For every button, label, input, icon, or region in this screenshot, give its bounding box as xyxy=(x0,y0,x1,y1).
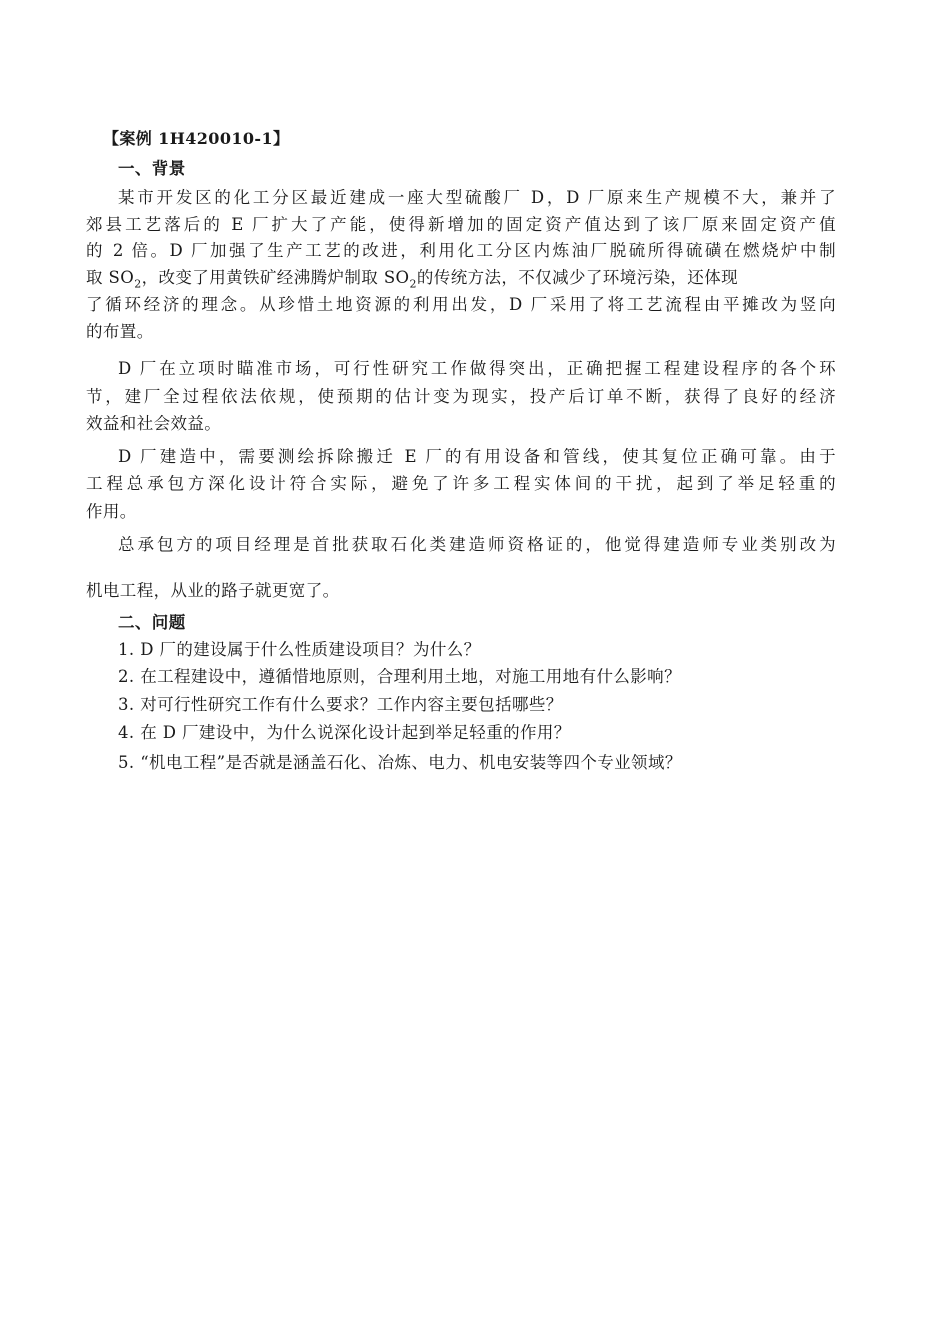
paragraph-line: 某市开发区的化工分区最近建成一座大型硫酸厂 D，D 厂原来生产规模不大，兼并了 xyxy=(118,188,836,207)
paragraph-line: 了循环经济的理念。从珍惜土地资源的利用出发，D 厂采用了将工艺流程由平摊改为竖向 xyxy=(86,295,836,314)
paragraph-line: 机电工程，从业的路子就更宽了。 xyxy=(86,581,340,600)
question-item: 4. 在 D 厂建设中，为什么说深化设计起到举足轻重的作用？ xyxy=(118,723,571,742)
subscript: 2 xyxy=(409,277,417,291)
paragraph-line: D 厂建造中，需要测绘拆除搬迁 E 厂的有用设备和管线，使其复位正确可靠。由于 xyxy=(118,447,836,466)
subscript: 2 xyxy=(134,277,142,291)
paragraph-line: 的 2 倍。D 厂加强了生产工艺的改进，利用化工分区内炼油厂脱硫所得硫磺在燃烧炉中制 xyxy=(86,241,836,260)
formula-text: ，改变了用黄铁矿经沸腾炉制取 SO xyxy=(141,268,410,287)
paragraph-line: 作用。 xyxy=(86,502,137,521)
paragraph-line: D 厂在立项时瞄准市场，可行性研究工作做得突出，正确把握工程建设程序的各个环 xyxy=(118,359,836,378)
paragraph-line: 的布置。 xyxy=(86,322,154,341)
question-item: 2. 在工程建设中，遵循惜地原则，合理利用土地，对施工用地有什么影响？ xyxy=(118,667,681,686)
paragraph-line: 效益和社会效益。 xyxy=(86,414,222,433)
paragraph-line: 总承包方的项目经理是首批获取石化类建造师资格证的，他觉得建造师专业类别改为 xyxy=(118,535,836,554)
formula-text-end: 的传统方法，不仅减少了环境污染，还体现 xyxy=(416,268,738,287)
paragraph-line: 工程总承包方深化设计符合实际，避免了许多工程实体间的干扰，起到了举足轻重的 xyxy=(86,474,836,493)
case-title: 【案例 1H420010-1】 xyxy=(103,129,290,148)
formula-prefix: 取 SO xyxy=(86,268,135,287)
paragraph-line: 节，建厂全过程依法依规，使预期的估计变为现实，投产后订单不断，获得了良好的经济 xyxy=(86,387,836,406)
question-item: 1. D 厂的建设属于什么性质建设项目？为什么？ xyxy=(118,640,481,659)
question-item: 5. “机电工程”是否就是涵盖石化、冶炼、电力、机电安装等四个专业领域？ xyxy=(118,753,682,772)
questions-heading: 二、问题 xyxy=(118,613,186,632)
paragraph-line: 郊县工艺落后的 E 厂扩大了产能，使得新增加的固定资产值达到了该厂原来固定资产值 xyxy=(86,215,836,234)
background-heading: 一、背景 xyxy=(118,159,186,178)
paragraph-line-with-formula xyxy=(86,267,836,289)
question-item: 3. 对可行性研究工作有什么要求？工作内容主要包括哪些？ xyxy=(118,695,563,714)
